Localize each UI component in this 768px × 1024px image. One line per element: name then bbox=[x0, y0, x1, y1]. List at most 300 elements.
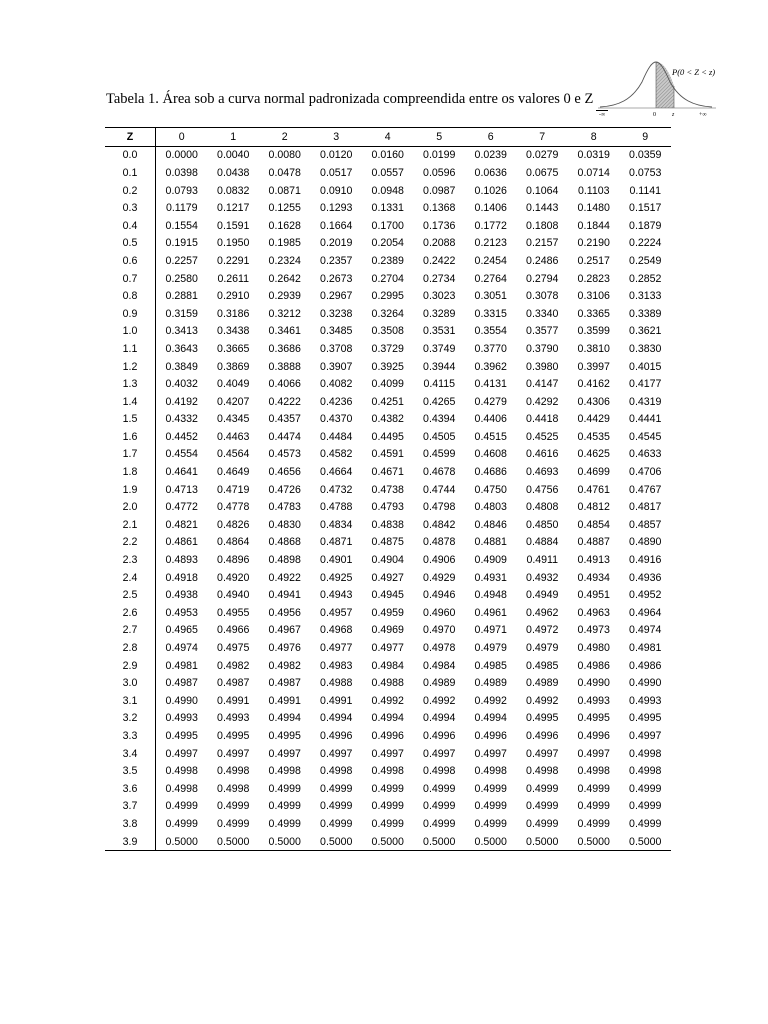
table-row bbox=[105, 639, 671, 657]
probability-cell: 0.0675 bbox=[526, 166, 559, 179]
probability-cell: 0.4965 bbox=[165, 624, 198, 637]
probability-cell: 0.2422 bbox=[423, 254, 456, 267]
probability-cell: 0.4545 bbox=[629, 430, 662, 443]
probability-cell: 0.4997 bbox=[474, 747, 507, 760]
probability-cell: 0.4996 bbox=[577, 729, 610, 742]
column-header-1: 1 bbox=[208, 128, 260, 147]
probability-cell: 0.4936 bbox=[629, 571, 662, 584]
probability-cell: 0.3770 bbox=[474, 342, 507, 355]
probability-cell: 0.4998 bbox=[629, 765, 662, 778]
column-header-2: 2 bbox=[259, 128, 311, 147]
probability-cell: 0.4265 bbox=[423, 395, 456, 408]
table-row bbox=[105, 146, 671, 164]
probability-cell: 0.0398 bbox=[165, 166, 198, 179]
probability-cell: 0.4999 bbox=[165, 800, 198, 813]
table-row bbox=[105, 411, 671, 429]
probability-cell: 0.4943 bbox=[320, 589, 353, 602]
column-header-9: 9 bbox=[620, 128, 672, 147]
probability-cell: 0.5000 bbox=[517, 833, 569, 851]
probability-cell: 0.4838 bbox=[371, 518, 404, 531]
probability-cell: 0.4982 bbox=[217, 659, 250, 672]
probability-cell: 0.4998 bbox=[320, 765, 353, 778]
probability-cell: 0.4625 bbox=[577, 448, 610, 461]
probability-cell: 0.3790 bbox=[526, 342, 559, 355]
z-value-cell: 0.8 bbox=[105, 287, 156, 305]
table-row bbox=[105, 534, 671, 552]
table-row bbox=[105, 745, 671, 763]
probability-cell: 0.4945 bbox=[371, 589, 404, 602]
probability-cell: 0.4901 bbox=[320, 554, 353, 567]
probability-cell: 0.4938 bbox=[165, 589, 198, 602]
z-column-header: Z bbox=[105, 128, 156, 147]
probability-cell: 0.4999 bbox=[577, 800, 610, 813]
probability-cell: 0.4994 bbox=[268, 712, 301, 725]
probability-cell: 0.4985 bbox=[474, 659, 507, 672]
probability-cell: 0.3315 bbox=[474, 307, 507, 320]
probability-cell: 0.4994 bbox=[320, 712, 353, 725]
probability-cell: 0.4484 bbox=[320, 430, 353, 443]
column-header-6: 6 bbox=[465, 128, 517, 147]
probability-cell: 0.3980 bbox=[526, 360, 559, 373]
probability-cell: 0.3849 bbox=[165, 360, 198, 373]
probability-cell: 0.4441 bbox=[629, 413, 662, 426]
probability-cell: 0.4842 bbox=[423, 518, 456, 531]
probability-cell: 0.4987 bbox=[165, 677, 198, 690]
probability-cell: 0.4991 bbox=[320, 694, 353, 707]
probability-cell: 0.4974 bbox=[629, 624, 662, 637]
probability-cell: 0.4115 bbox=[423, 378, 456, 391]
probability-cell: 0.4992 bbox=[526, 694, 559, 707]
probability-cell: 0.4671 bbox=[371, 466, 404, 479]
probability-cell: 0.4980 bbox=[577, 642, 610, 655]
probability-cell: 0.4875 bbox=[371, 536, 404, 549]
probability-cell: 0.3078 bbox=[526, 290, 559, 303]
probability-cell: 0.4948 bbox=[474, 589, 507, 602]
probability-cell: 0.4975 bbox=[217, 642, 250, 655]
probability-cell: 0.3665 bbox=[217, 342, 250, 355]
probability-cell: 0.4821 bbox=[165, 518, 198, 531]
probability-cell: 0.4881 bbox=[474, 536, 507, 549]
probability-cell: 0.4332 bbox=[165, 413, 198, 426]
table-row bbox=[105, 604, 671, 622]
probability-cell: 0.4959 bbox=[371, 606, 404, 619]
probability-cell: 0.0832 bbox=[217, 184, 250, 197]
probability-cell: 0.4772 bbox=[165, 501, 198, 514]
probability-cell: 0.4925 bbox=[320, 571, 353, 584]
z-value-cell: 2.4 bbox=[105, 569, 156, 587]
z-value-cell: 3.3 bbox=[105, 727, 156, 745]
probability-cell: 0.4998 bbox=[165, 765, 198, 778]
probability-cell: 0.4279 bbox=[474, 395, 507, 408]
probability-cell: 0.4808 bbox=[526, 501, 559, 514]
probability-cell: 0.5000 bbox=[156, 833, 208, 851]
probability-cell: 0.0910 bbox=[320, 184, 353, 197]
z-value-cell: 1.1 bbox=[105, 340, 156, 358]
probability-cell: 0.3133 bbox=[629, 290, 662, 303]
probability-cell: 0.4999 bbox=[371, 782, 404, 795]
table-row bbox=[105, 270, 671, 288]
axis-label-z: z bbox=[672, 112, 675, 118]
probability-cell: 0.4999 bbox=[268, 817, 301, 830]
probability-cell: 0.4732 bbox=[320, 483, 353, 496]
z-value-cell: 0.7 bbox=[105, 270, 156, 288]
probability-cell: 0.4951 bbox=[577, 589, 610, 602]
probability-cell: 0.4999 bbox=[629, 800, 662, 813]
z-value-cell: 3.5 bbox=[105, 762, 156, 780]
probability-cell: 0.4977 bbox=[320, 642, 353, 655]
probability-cell: 0.4999 bbox=[577, 817, 610, 830]
probability-cell: 0.3186 bbox=[217, 307, 250, 320]
table-row bbox=[105, 446, 671, 464]
probability-cell: 0.4993 bbox=[217, 712, 250, 725]
probability-cell: 0.4147 bbox=[526, 378, 559, 391]
probability-cell: 0.4998 bbox=[268, 765, 301, 778]
probability-cell: 0.4920 bbox=[217, 571, 250, 584]
probability-cell: 0.4846 bbox=[474, 518, 507, 531]
probability-cell: 0.3907 bbox=[320, 360, 353, 373]
probability-cell: 0.0199 bbox=[423, 149, 456, 162]
column-header-5: 5 bbox=[414, 128, 466, 147]
probability-cell: 0.4505 bbox=[423, 430, 456, 443]
probability-cell: 0.4961 bbox=[474, 606, 507, 619]
z-value-cell: 1.3 bbox=[105, 375, 156, 393]
table-header-row bbox=[105, 128, 671, 147]
probability-cell: 0.4955 bbox=[217, 606, 250, 619]
probability-cell: 0.4992 bbox=[474, 694, 507, 707]
probability-cell: 0.4525 bbox=[526, 430, 559, 443]
probability-cell: 0.4798 bbox=[423, 501, 456, 514]
table-row bbox=[105, 287, 671, 305]
probability-cell: 0.4968 bbox=[320, 624, 353, 637]
probability-cell: 0.4306 bbox=[577, 395, 610, 408]
probability-cell: 0.4979 bbox=[474, 642, 507, 655]
probability-cell: 0.4515 bbox=[474, 430, 507, 443]
probability-cell: 0.4999 bbox=[371, 800, 404, 813]
probability-cell: 0.4997 bbox=[423, 747, 456, 760]
probability-cell: 0.4406 bbox=[474, 413, 507, 426]
probability-cell: 0.4999 bbox=[629, 782, 662, 795]
probability-cell: 0.4994 bbox=[423, 712, 456, 725]
probability-cell: 0.4999 bbox=[320, 782, 353, 795]
probability-cell: 0.5000 bbox=[311, 833, 363, 851]
z-value-cell: 1.9 bbox=[105, 481, 156, 499]
probability-cell: 0.4973 bbox=[577, 624, 610, 637]
probability-cell: 0.0714 bbox=[577, 166, 610, 179]
probability-cell: 0.3212 bbox=[268, 307, 301, 320]
probability-cell: 0.2019 bbox=[320, 237, 353, 250]
probability-cell: 0.3599 bbox=[577, 325, 610, 338]
probability-cell: 0.1736 bbox=[423, 219, 456, 232]
table-row bbox=[105, 833, 671, 851]
probability-cell: 0.1985 bbox=[268, 237, 301, 250]
axis-label-minus-infinity: -∞ bbox=[599, 112, 606, 118]
probability-cell: 0.2995 bbox=[371, 290, 404, 303]
table-row bbox=[105, 463, 671, 481]
probability-cell: 0.4656 bbox=[268, 466, 301, 479]
probability-cell: 0.4998 bbox=[217, 765, 250, 778]
probability-cell: 0.0596 bbox=[423, 166, 456, 179]
probability-cell: 0.4793 bbox=[371, 501, 404, 514]
axis-label-zero: 0 bbox=[653, 112, 656, 118]
probability-cell: 0.1064 bbox=[526, 184, 559, 197]
probability-cell: 0.4998 bbox=[217, 782, 250, 795]
probability-cell: 0.0120 bbox=[320, 149, 353, 162]
z-value-cell: 2.3 bbox=[105, 551, 156, 569]
probability-cell: 0.4913 bbox=[577, 554, 610, 567]
probability-cell: 0.4997 bbox=[577, 747, 610, 760]
probability-cell: 0.4974 bbox=[165, 642, 198, 655]
table-row bbox=[105, 780, 671, 798]
probability-cell: 0.2357 bbox=[320, 254, 353, 267]
z-table bbox=[105, 127, 671, 851]
probability-cell: 0.1591 bbox=[217, 219, 250, 232]
probability-cell: 0.4222 bbox=[268, 395, 301, 408]
probability-cell: 0.4616 bbox=[526, 448, 559, 461]
table-row bbox=[105, 551, 671, 569]
probability-cell: 0.4953 bbox=[165, 606, 198, 619]
page-title: Tabela 1. Área sob a curva normal padronizada compreendida entre os valores 0 e Z bbox=[106, 91, 594, 107]
table-row bbox=[105, 692, 671, 710]
table-row bbox=[105, 358, 671, 376]
probability-cell: 0.2642 bbox=[268, 272, 301, 285]
probability-cell: 0.4890 bbox=[629, 536, 662, 549]
probability-cell: 0.3621 bbox=[629, 325, 662, 338]
probability-cell: 0.3729 bbox=[371, 342, 404, 355]
probability-cell: 0.4066 bbox=[268, 378, 301, 391]
probability-cell: 0.3051 bbox=[474, 290, 507, 303]
probability-cell: 0.0359 bbox=[629, 149, 662, 162]
probability-cell: 0.2939 bbox=[268, 290, 301, 303]
z-value-cell: 0.1 bbox=[105, 164, 156, 182]
probability-cell: 0.4989 bbox=[423, 677, 456, 690]
probability-cell: 0.2224 bbox=[629, 237, 662, 250]
probability-cell: 0.4999 bbox=[423, 782, 456, 795]
probability-cell: 0.1331 bbox=[371, 202, 404, 215]
probability-cell: 0.3962 bbox=[474, 360, 507, 373]
probability-cell: 0.3238 bbox=[320, 307, 353, 320]
probability-cell: 0.4989 bbox=[474, 677, 507, 690]
probability-cell: 0.4999 bbox=[217, 817, 250, 830]
probability-cell: 0.4983 bbox=[320, 659, 353, 672]
probability-cell: 0.4988 bbox=[320, 677, 353, 690]
table-row bbox=[105, 798, 671, 816]
probability-cell: 0.1103 bbox=[577, 184, 610, 197]
probability-cell: 0.4032 bbox=[165, 378, 198, 391]
probability-cell: 0.0080 bbox=[268, 149, 301, 162]
probability-cell: 0.4981 bbox=[629, 642, 662, 655]
probability-cell: 0.4957 bbox=[320, 606, 353, 619]
z-value-cell: 2.5 bbox=[105, 586, 156, 604]
probability-cell: 0.4162 bbox=[577, 378, 610, 391]
probability-cell: 0.0040 bbox=[217, 149, 250, 162]
probability-cell: 0.4941 bbox=[268, 589, 301, 602]
table-row bbox=[105, 569, 671, 587]
probability-cell: 0.2794 bbox=[526, 272, 559, 285]
probability-cell: 0.1808 bbox=[526, 219, 559, 232]
table-row bbox=[105, 340, 671, 358]
probability-cell: 0.4940 bbox=[217, 589, 250, 602]
probability-cell: 0.4972 bbox=[526, 624, 559, 637]
probability-cell: 0.4985 bbox=[526, 659, 559, 672]
probability-cell: 0.4949 bbox=[526, 589, 559, 602]
probability-cell: 0.5000 bbox=[465, 833, 517, 851]
probability-cell: 0.4970 bbox=[423, 624, 456, 637]
probability-cell: 0.4994 bbox=[474, 712, 507, 725]
z-value-cell: 3.1 bbox=[105, 692, 156, 710]
table-row bbox=[105, 323, 671, 341]
probability-cell: 0.4495 bbox=[371, 430, 404, 443]
probability-cell: 0.4878 bbox=[423, 536, 456, 549]
column-header-0: 0 bbox=[156, 128, 208, 147]
probability-cell: 0.4995 bbox=[577, 712, 610, 725]
probability-cell: 0.4964 bbox=[629, 606, 662, 619]
probability-cell: 0.4744 bbox=[423, 483, 456, 496]
probability-cell: 0.0160 bbox=[371, 149, 404, 162]
probability-cell: 0.4582 bbox=[320, 448, 353, 461]
table-row bbox=[105, 428, 671, 446]
probability-cell: 0.2324 bbox=[268, 254, 301, 267]
table-row bbox=[105, 710, 671, 728]
probability-cell: 0.4474 bbox=[268, 430, 301, 443]
probability-cell: 0.4292 bbox=[526, 395, 559, 408]
probability-cell: 0.4986 bbox=[577, 659, 610, 672]
probability-cell: 0.4207 bbox=[217, 395, 250, 408]
probability-cell: 0.4826 bbox=[217, 518, 250, 531]
probability-cell: 0.4357 bbox=[268, 413, 301, 426]
probability-cell: 0.4850 bbox=[526, 518, 559, 531]
probability-cell: 0.4319 bbox=[629, 395, 662, 408]
probability-cell: 0.1026 bbox=[474, 184, 507, 197]
probability-cell: 0.4916 bbox=[629, 554, 662, 567]
probability-cell: 0.4992 bbox=[371, 694, 404, 707]
probability-cell: 0.0987 bbox=[423, 184, 456, 197]
probability-cell: 0.1368 bbox=[423, 202, 456, 215]
probability-cell: 0.0478 bbox=[268, 166, 301, 179]
probability-cell: 0.0438 bbox=[217, 166, 250, 179]
probability-cell: 0.3686 bbox=[268, 342, 301, 355]
probability-cell: 0.4911 bbox=[526, 554, 559, 567]
probability-cell: 0.4960 bbox=[423, 606, 456, 619]
probability-cell: 0.4969 bbox=[371, 624, 404, 637]
z-value-cell: 0.4 bbox=[105, 217, 156, 235]
probability-cell: 0.4861 bbox=[165, 536, 198, 549]
probability-cell: 0.1517 bbox=[629, 202, 662, 215]
probability-cell: 0.4868 bbox=[268, 536, 301, 549]
probability-cell: 0.4834 bbox=[320, 518, 353, 531]
probability-cell: 0.4963 bbox=[577, 606, 610, 619]
probability-cell: 0.1141 bbox=[629, 184, 662, 197]
probability-cell: 0.3810 bbox=[577, 342, 610, 355]
probability-cell: 0.3264 bbox=[371, 307, 404, 320]
probability-cell: 0.4999 bbox=[268, 800, 301, 813]
probability-cell: 0.4452 bbox=[165, 430, 198, 443]
probability-cell: 0.2549 bbox=[629, 254, 662, 267]
probability-cell: 0.3340 bbox=[526, 307, 559, 320]
probability-cell: 0.4952 bbox=[629, 589, 662, 602]
probability-cell: 0.4986 bbox=[629, 659, 662, 672]
table-row bbox=[105, 375, 671, 393]
probability-cell: 0.4999 bbox=[474, 817, 507, 830]
probability-cell: 0.4999 bbox=[526, 782, 559, 795]
z-value-cell: 3.6 bbox=[105, 780, 156, 798]
probability-cell: 0.4966 bbox=[217, 624, 250, 637]
probability-cell: 0.4887 bbox=[577, 536, 610, 549]
probability-cell: 0.0319 bbox=[577, 149, 610, 162]
probability-cell: 0.4999 bbox=[165, 817, 198, 830]
column-header-4: 4 bbox=[362, 128, 414, 147]
probability-cell: 0.4998 bbox=[423, 765, 456, 778]
probability-cell: 0.4099 bbox=[371, 378, 404, 391]
probability-cell: 0.4976 bbox=[268, 642, 301, 655]
probability-cell: 0.4573 bbox=[268, 448, 301, 461]
probability-cell: 0.4993 bbox=[165, 712, 198, 725]
probability-cell: 0.5000 bbox=[208, 833, 260, 851]
probability-cell: 0.4995 bbox=[526, 712, 559, 725]
probability-cell: 0.3289 bbox=[423, 307, 456, 320]
z-value-cell: 0.0 bbox=[105, 146, 156, 164]
probability-cell: 0.4049 bbox=[217, 378, 250, 391]
z-value-cell: 2.6 bbox=[105, 604, 156, 622]
probability-cell: 0.4177 bbox=[629, 378, 662, 391]
probability-cell: 0.4997 bbox=[629, 729, 662, 742]
probability-cell: 0.0871 bbox=[268, 184, 301, 197]
probability-cell: 0.1217 bbox=[217, 202, 250, 215]
probability-cell: 0.0517 bbox=[320, 166, 353, 179]
probability-cell: 0.4999 bbox=[268, 782, 301, 795]
probability-cell: 0.4984 bbox=[371, 659, 404, 672]
probability-cell: 0.5000 bbox=[259, 833, 311, 851]
probability-cell: 0.4999 bbox=[320, 817, 353, 830]
probability-cell: 0.4898 bbox=[268, 554, 301, 567]
probability-cell: 0.3708 bbox=[320, 342, 353, 355]
probability-cell: 0.4864 bbox=[217, 536, 250, 549]
probability-cell: 0.4761 bbox=[577, 483, 610, 496]
probability-cell: 0.2967 bbox=[320, 290, 353, 303]
probability-cell: 0.4932 bbox=[526, 571, 559, 584]
probability-cell: 0.4995 bbox=[268, 729, 301, 742]
z-value-cell: 3.7 bbox=[105, 798, 156, 816]
probability-cell: 0.2580 bbox=[165, 272, 198, 285]
probability-cell: 0.2157 bbox=[526, 237, 559, 250]
probability-cell: 0.4251 bbox=[371, 395, 404, 408]
probability-cell: 0.3438 bbox=[217, 325, 250, 338]
z-value-cell: 3.2 bbox=[105, 710, 156, 728]
probability-cell: 0.4803 bbox=[474, 501, 507, 514]
table-row bbox=[105, 516, 671, 534]
probability-cell: 0.4535 bbox=[577, 430, 610, 443]
probability-cell: 0.4998 bbox=[577, 765, 610, 778]
probability-cell: 0.2823 bbox=[577, 272, 610, 285]
probability-cell: 0.4996 bbox=[474, 729, 507, 742]
table-row bbox=[105, 199, 671, 217]
z-value-cell: 2.2 bbox=[105, 534, 156, 552]
probability-cell: 0.3159 bbox=[165, 307, 198, 320]
probability-cell: 0.4999 bbox=[423, 800, 456, 813]
probability-label: P(0 < Z < z) bbox=[672, 67, 716, 77]
table-row bbox=[105, 762, 671, 780]
probability-cell: 0.4997 bbox=[217, 747, 250, 760]
probability-cell: 0.4981 bbox=[165, 659, 198, 672]
probability-cell: 0.0557 bbox=[371, 166, 404, 179]
probability-cell: 0.2088 bbox=[423, 237, 456, 250]
probability-cell: 0.4946 bbox=[423, 589, 456, 602]
probability-cell: 0.0279 bbox=[526, 149, 559, 162]
probability-cell: 0.4812 bbox=[577, 501, 610, 514]
probability-cell: 0.4929 bbox=[423, 571, 456, 584]
probability-cell: 0.2054 bbox=[371, 237, 404, 250]
probability-cell: 0.4817 bbox=[629, 501, 662, 514]
probability-cell: 0.2673 bbox=[320, 272, 353, 285]
